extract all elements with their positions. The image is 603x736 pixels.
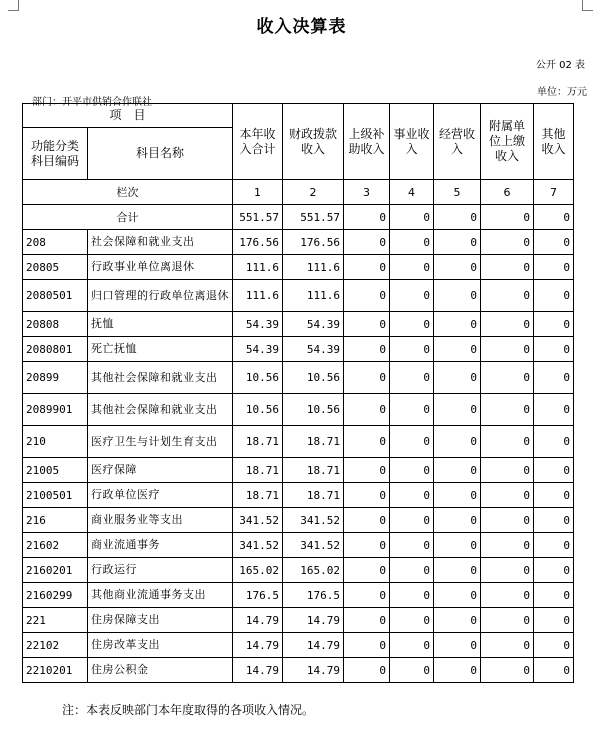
amount-cell: 18.71 [283, 483, 344, 508]
amount-cell: 0 [390, 394, 434, 426]
amount-cell: 14.79 [283, 608, 344, 633]
subject-name: 归口管理的行政单位离退休 [88, 280, 233, 312]
amount-cell: 0 [434, 255, 481, 280]
amount-cell: 14.79 [233, 658, 283, 683]
amount-cell: 0 [344, 362, 390, 394]
amount-cell: 0 [534, 230, 574, 255]
amount-cell: 0 [481, 426, 534, 458]
amount-cell: 0 [434, 426, 481, 458]
table-row [23, 558, 574, 583]
amount-cell: 176.56 [233, 230, 283, 255]
item-header: 项 目 [23, 104, 233, 128]
amount-cell: 0 [344, 312, 390, 337]
table-row [23, 483, 574, 508]
subject-code: 2160201 [23, 558, 88, 583]
subject-name: 抚恤 [88, 312, 233, 337]
table-row [23, 394, 574, 426]
amount-cell: 18.71 [233, 426, 283, 458]
amount-cell: 176.5 [283, 583, 344, 608]
amount-cell: 0 [344, 458, 390, 483]
amount-cell: 0 [390, 280, 434, 312]
amount-cell: 0 [434, 658, 481, 683]
subject-code: 2100501 [23, 483, 88, 508]
amount-cell: 0 [481, 633, 534, 658]
amount-cell: 0 [534, 658, 574, 683]
amount-cell: 14.79 [283, 658, 344, 683]
amount-cell: 0 [390, 658, 434, 683]
amount-cell: 18.71 [233, 458, 283, 483]
page-corner-mark-right [582, 0, 593, 11]
amount-cell: 0 [534, 483, 574, 508]
table-row [23, 362, 574, 394]
amount-cell: 0 [481, 394, 534, 426]
amount-cell: 111.6 [283, 255, 344, 280]
amount-cell: 111.6 [233, 280, 283, 312]
amount-cell: 111.6 [283, 280, 344, 312]
amount-cell: 0 [481, 508, 534, 533]
subject-name: 行政运行 [88, 558, 233, 583]
amount-cell: 0 [390, 312, 434, 337]
amount-cell: 14.79 [233, 633, 283, 658]
subject-code: 20805 [23, 255, 88, 280]
amount-cell: 0 [390, 533, 434, 558]
subject-name: 商业流通事务 [88, 533, 233, 558]
amount-cell: 0 [534, 337, 574, 362]
amount-cell: 10.56 [233, 362, 283, 394]
amount-cell: 0 [481, 312, 534, 337]
subject-name: 住房公积金 [88, 658, 233, 683]
subject-code: 221 [23, 608, 88, 633]
table-row [23, 312, 574, 337]
total-value: 0 [434, 205, 481, 230]
subject-name-header: 科目名称 [88, 128, 233, 180]
amount-cell: 0 [534, 255, 574, 280]
unit-label: 单位：万元 [537, 87, 587, 98]
col-header-3: 上级补助收入 [344, 104, 390, 180]
table-row [23, 633, 574, 658]
amount-cell: 0 [481, 362, 534, 394]
amount-cell: 0 [390, 583, 434, 608]
col-number: 1 [233, 180, 283, 205]
amount-cell: 0 [344, 558, 390, 583]
total-value: 0 [344, 205, 390, 230]
col-index-label: 栏次 [23, 180, 233, 205]
amount-cell: 18.71 [233, 483, 283, 508]
amount-cell: 0 [344, 633, 390, 658]
amount-cell: 54.39 [283, 312, 344, 337]
subject-name: 医疗卫生与计划生育支出 [88, 426, 233, 458]
amount-cell: 176.56 [283, 230, 344, 255]
subject-code: 2080801 [23, 337, 88, 362]
amount-cell: 0 [390, 508, 434, 533]
total-value: 551.57 [233, 205, 283, 230]
page-corner-mark-left [8, 0, 19, 11]
amount-cell: 0 [534, 426, 574, 458]
amount-cell: 0 [434, 362, 481, 394]
amount-cell: 0 [481, 255, 534, 280]
amount-cell: 0 [434, 280, 481, 312]
subject-code: 21005 [23, 458, 88, 483]
amount-cell: 0 [534, 312, 574, 337]
col-number: 6 [481, 180, 534, 205]
amount-cell: 0 [481, 608, 534, 633]
amount-cell: 0 [534, 394, 574, 426]
subject-name: 死亡抚恤 [88, 337, 233, 362]
subject-code: 20808 [23, 312, 88, 337]
amount-cell: 0 [434, 633, 481, 658]
amount-cell: 0 [344, 533, 390, 558]
department-label: 部门：开平市供销合作联社 [32, 97, 152, 108]
amount-cell: 0 [434, 533, 481, 558]
amount-cell: 0 [390, 230, 434, 255]
income-table [22, 103, 574, 683]
footnote: 注：本表反映部门本年度取得的各项收入情况。 [62, 703, 315, 717]
amount-cell: 0 [434, 337, 481, 362]
amount-cell: 14.79 [283, 633, 344, 658]
amount-cell: 0 [390, 426, 434, 458]
page-title: 收入决算表 [256, 17, 347, 37]
amount-cell: 0 [434, 394, 481, 426]
amount-cell: 54.39 [233, 337, 283, 362]
amount-cell: 0 [434, 558, 481, 583]
amount-cell: 0 [481, 583, 534, 608]
col-index-row [23, 180, 574, 205]
subject-code: 22102 [23, 633, 88, 658]
amount-cell: 0 [344, 608, 390, 633]
total-label: 合计 [23, 205, 233, 230]
amount-cell: 0 [534, 633, 574, 658]
amount-cell: 0 [434, 458, 481, 483]
total-row [23, 205, 574, 230]
func-code-header: 功能分类科目编码 [23, 128, 88, 180]
form-number: 公开 02 表 [535, 60, 585, 71]
table-row [23, 230, 574, 255]
col-header-5: 经营收入 [434, 104, 481, 180]
table-row [23, 280, 574, 312]
subject-name: 行政单位医疗 [88, 483, 233, 508]
amount-cell: 0 [434, 508, 481, 533]
amount-cell: 0 [390, 483, 434, 508]
amount-cell: 0 [534, 608, 574, 633]
amount-cell: 0 [344, 658, 390, 683]
amount-cell: 54.39 [233, 312, 283, 337]
subject-code: 216 [23, 508, 88, 533]
amount-cell: 0 [534, 508, 574, 533]
amount-cell: 0 [434, 483, 481, 508]
amount-cell: 0 [390, 608, 434, 633]
amount-cell: 0 [344, 583, 390, 608]
subject-code: 2080501 [23, 280, 88, 312]
amount-cell: 0 [534, 558, 574, 583]
amount-cell: 341.52 [283, 533, 344, 558]
subject-code: 210 [23, 426, 88, 458]
amount-cell: 176.5 [233, 583, 283, 608]
amount-cell: 0 [534, 280, 574, 312]
amount-cell: 0 [390, 558, 434, 583]
amount-cell: 10.56 [283, 394, 344, 426]
subject-name: 社会保障和就业支出 [88, 230, 233, 255]
amount-cell: 0 [481, 558, 534, 583]
amount-cell: 0 [434, 312, 481, 337]
subject-code: 208 [23, 230, 88, 255]
amount-cell: 0 [481, 230, 534, 255]
amount-cell: 0 [344, 483, 390, 508]
amount-cell: 10.56 [283, 362, 344, 394]
table-row [23, 255, 574, 280]
table-row [23, 337, 574, 362]
amount-cell: 0 [344, 280, 390, 312]
amount-cell: 0 [481, 337, 534, 362]
total-value: 0 [534, 205, 574, 230]
subject-name: 行政事业单位离退休 [88, 255, 233, 280]
subject-code: 21602 [23, 533, 88, 558]
total-value: 0 [390, 205, 434, 230]
amount-cell: 0 [344, 394, 390, 426]
header-row-1 [23, 104, 574, 128]
subject-name: 住房保障支出 [88, 608, 233, 633]
subject-name: 商业服务业等支出 [88, 508, 233, 533]
col-number: 3 [344, 180, 390, 205]
col-header-7: 其他收入 [534, 104, 574, 180]
col-number: 2 [283, 180, 344, 205]
amount-cell: 0 [390, 362, 434, 394]
amount-cell: 14.79 [233, 608, 283, 633]
col-header-2: 财政拨款收入 [283, 104, 344, 180]
amount-cell: 0 [534, 583, 574, 608]
amount-cell: 0 [344, 337, 390, 362]
amount-cell: 341.52 [233, 533, 283, 558]
amount-cell: 0 [481, 658, 534, 683]
amount-cell: 341.52 [283, 508, 344, 533]
amount-cell: 0 [344, 230, 390, 255]
amount-cell: 0 [534, 362, 574, 394]
amount-cell: 0 [344, 255, 390, 280]
subject-name: 其他社会保障和就业支出 [88, 362, 233, 394]
table-row [23, 533, 574, 558]
col-number: 5 [434, 180, 481, 205]
subject-name: 其他社会保障和就业支出 [88, 394, 233, 426]
table-row [23, 608, 574, 633]
amount-cell: 0 [481, 458, 534, 483]
amount-cell: 0 [434, 230, 481, 255]
table-row [23, 426, 574, 458]
col-header-1: 本年收入合计 [233, 104, 283, 180]
table-row [23, 458, 574, 483]
amount-cell: 165.02 [233, 558, 283, 583]
amount-cell: 0 [534, 458, 574, 483]
subject-code: 2089901 [23, 394, 88, 426]
subject-code: 2160299 [23, 583, 88, 608]
subject-name: 其他商业流通事务支出 [88, 583, 233, 608]
amount-cell: 18.71 [283, 458, 344, 483]
amount-cell: 0 [390, 633, 434, 658]
amount-cell: 165.02 [283, 558, 344, 583]
amount-cell: 0 [481, 280, 534, 312]
amount-cell: 111.6 [233, 255, 283, 280]
total-value: 0 [481, 205, 534, 230]
table-row [23, 508, 574, 533]
amount-cell: 18.71 [283, 426, 344, 458]
subject-code: 2210201 [23, 658, 88, 683]
col-header-4: 事业收入 [390, 104, 434, 180]
amount-cell: 0 [390, 337, 434, 362]
table-row [23, 583, 574, 608]
subject-name: 医疗保障 [88, 458, 233, 483]
table-row [23, 658, 574, 683]
amount-cell: 341.52 [233, 508, 283, 533]
amount-cell: 0 [344, 508, 390, 533]
col-number: 7 [534, 180, 574, 205]
total-value: 551.57 [283, 205, 344, 230]
amount-cell: 0 [434, 583, 481, 608]
subject-code: 20899 [23, 362, 88, 394]
amount-cell: 0 [390, 255, 434, 280]
amount-cell: 0 [481, 483, 534, 508]
amount-cell: 0 [344, 426, 390, 458]
amount-cell: 0 [481, 533, 534, 558]
amount-cell: 0 [534, 533, 574, 558]
subject-name: 住房改革支出 [88, 633, 233, 658]
amount-cell: 54.39 [283, 337, 344, 362]
col-header-6: 附属单位上缴收入 [481, 104, 534, 180]
col-number: 4 [390, 180, 434, 205]
amount-cell: 10.56 [233, 394, 283, 426]
amount-cell: 0 [390, 458, 434, 483]
amount-cell: 0 [434, 608, 481, 633]
